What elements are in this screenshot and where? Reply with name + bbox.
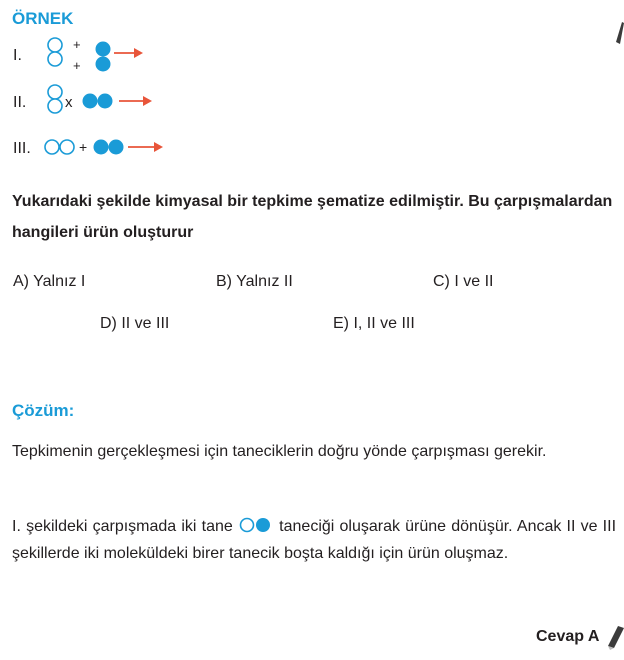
answer-label: Cevap A <box>536 628 600 645</box>
operator-plus-bottom: + <box>73 58 81 73</box>
particle-pair-icon <box>238 517 274 533</box>
reaction-diagram-3 <box>44 136 184 160</box>
corner-pencil-icon <box>614 20 624 46</box>
arrowhead-icon <box>143 96 152 106</box>
question-text: Yukarıdaki şekilde kimyasal bir tepkime şematize edilmiştir. Bu çarpışmalardan hangileri ürün oluşturur <box>12 193 613 241</box>
filled-particle-icon <box>94 140 109 155</box>
filled-particle-icon <box>96 57 111 72</box>
operator-plus-top: + <box>73 37 81 52</box>
empty-particle-icon <box>48 99 62 113</box>
option-e[interactable]: E) I, II ve III <box>333 315 415 332</box>
row-2-label: II. <box>13 94 27 111</box>
option-a[interactable]: A) Yalnız I <box>13 273 86 290</box>
empty-particle-icon <box>48 85 62 99</box>
filled-particle-icon <box>109 140 124 155</box>
option-d[interactable]: D) II ve III <box>100 315 170 332</box>
solution-title: Çözüm: <box>12 401 75 420</box>
filled-particle-icon <box>96 42 111 57</box>
reaction-diagram-2 <box>44 83 174 123</box>
solution-paragraph-2 <box>12 513 616 567</box>
operator-x: x <box>65 94 73 111</box>
example-title: ÖRNEK <box>12 9 74 28</box>
arrowhead-icon <box>134 48 143 58</box>
empty-particle-icon <box>48 52 62 66</box>
solution-paragraph-1: Tepkimenin gerçekleşmesi için taneciklerin doğru yönde çarpışması gerekir. <box>12 443 547 460</box>
filled-particle-icon <box>83 94 98 109</box>
arrowhead-icon <box>154 142 163 152</box>
operator-plus: + <box>79 139 88 155</box>
reaction-diagram-1 <box>44 36 164 78</box>
empty-particle-icon <box>45 140 59 154</box>
row-1-label: I. <box>13 47 22 64</box>
paragraph-2-end: taneciği oluşarak ürüne dönüşür. Ancak II ve III şekillerde iki moleküldeki birer tanecik boşta kaldığı için ürün oluşmaz. <box>12 518 617 562</box>
filled-particle-icon <box>98 94 113 109</box>
empty-particle-icon <box>48 38 62 52</box>
paragraph-2-start: I. şekildeki çarpışmada iki tane <box>12 518 233 535</box>
option-b[interactable]: B) Yalnız II <box>216 273 293 290</box>
empty-particle-icon <box>60 140 74 154</box>
option-c[interactable]: C) I ve II <box>433 273 494 290</box>
row-3-label: III. <box>13 140 31 157</box>
pencil-icon <box>604 622 624 650</box>
